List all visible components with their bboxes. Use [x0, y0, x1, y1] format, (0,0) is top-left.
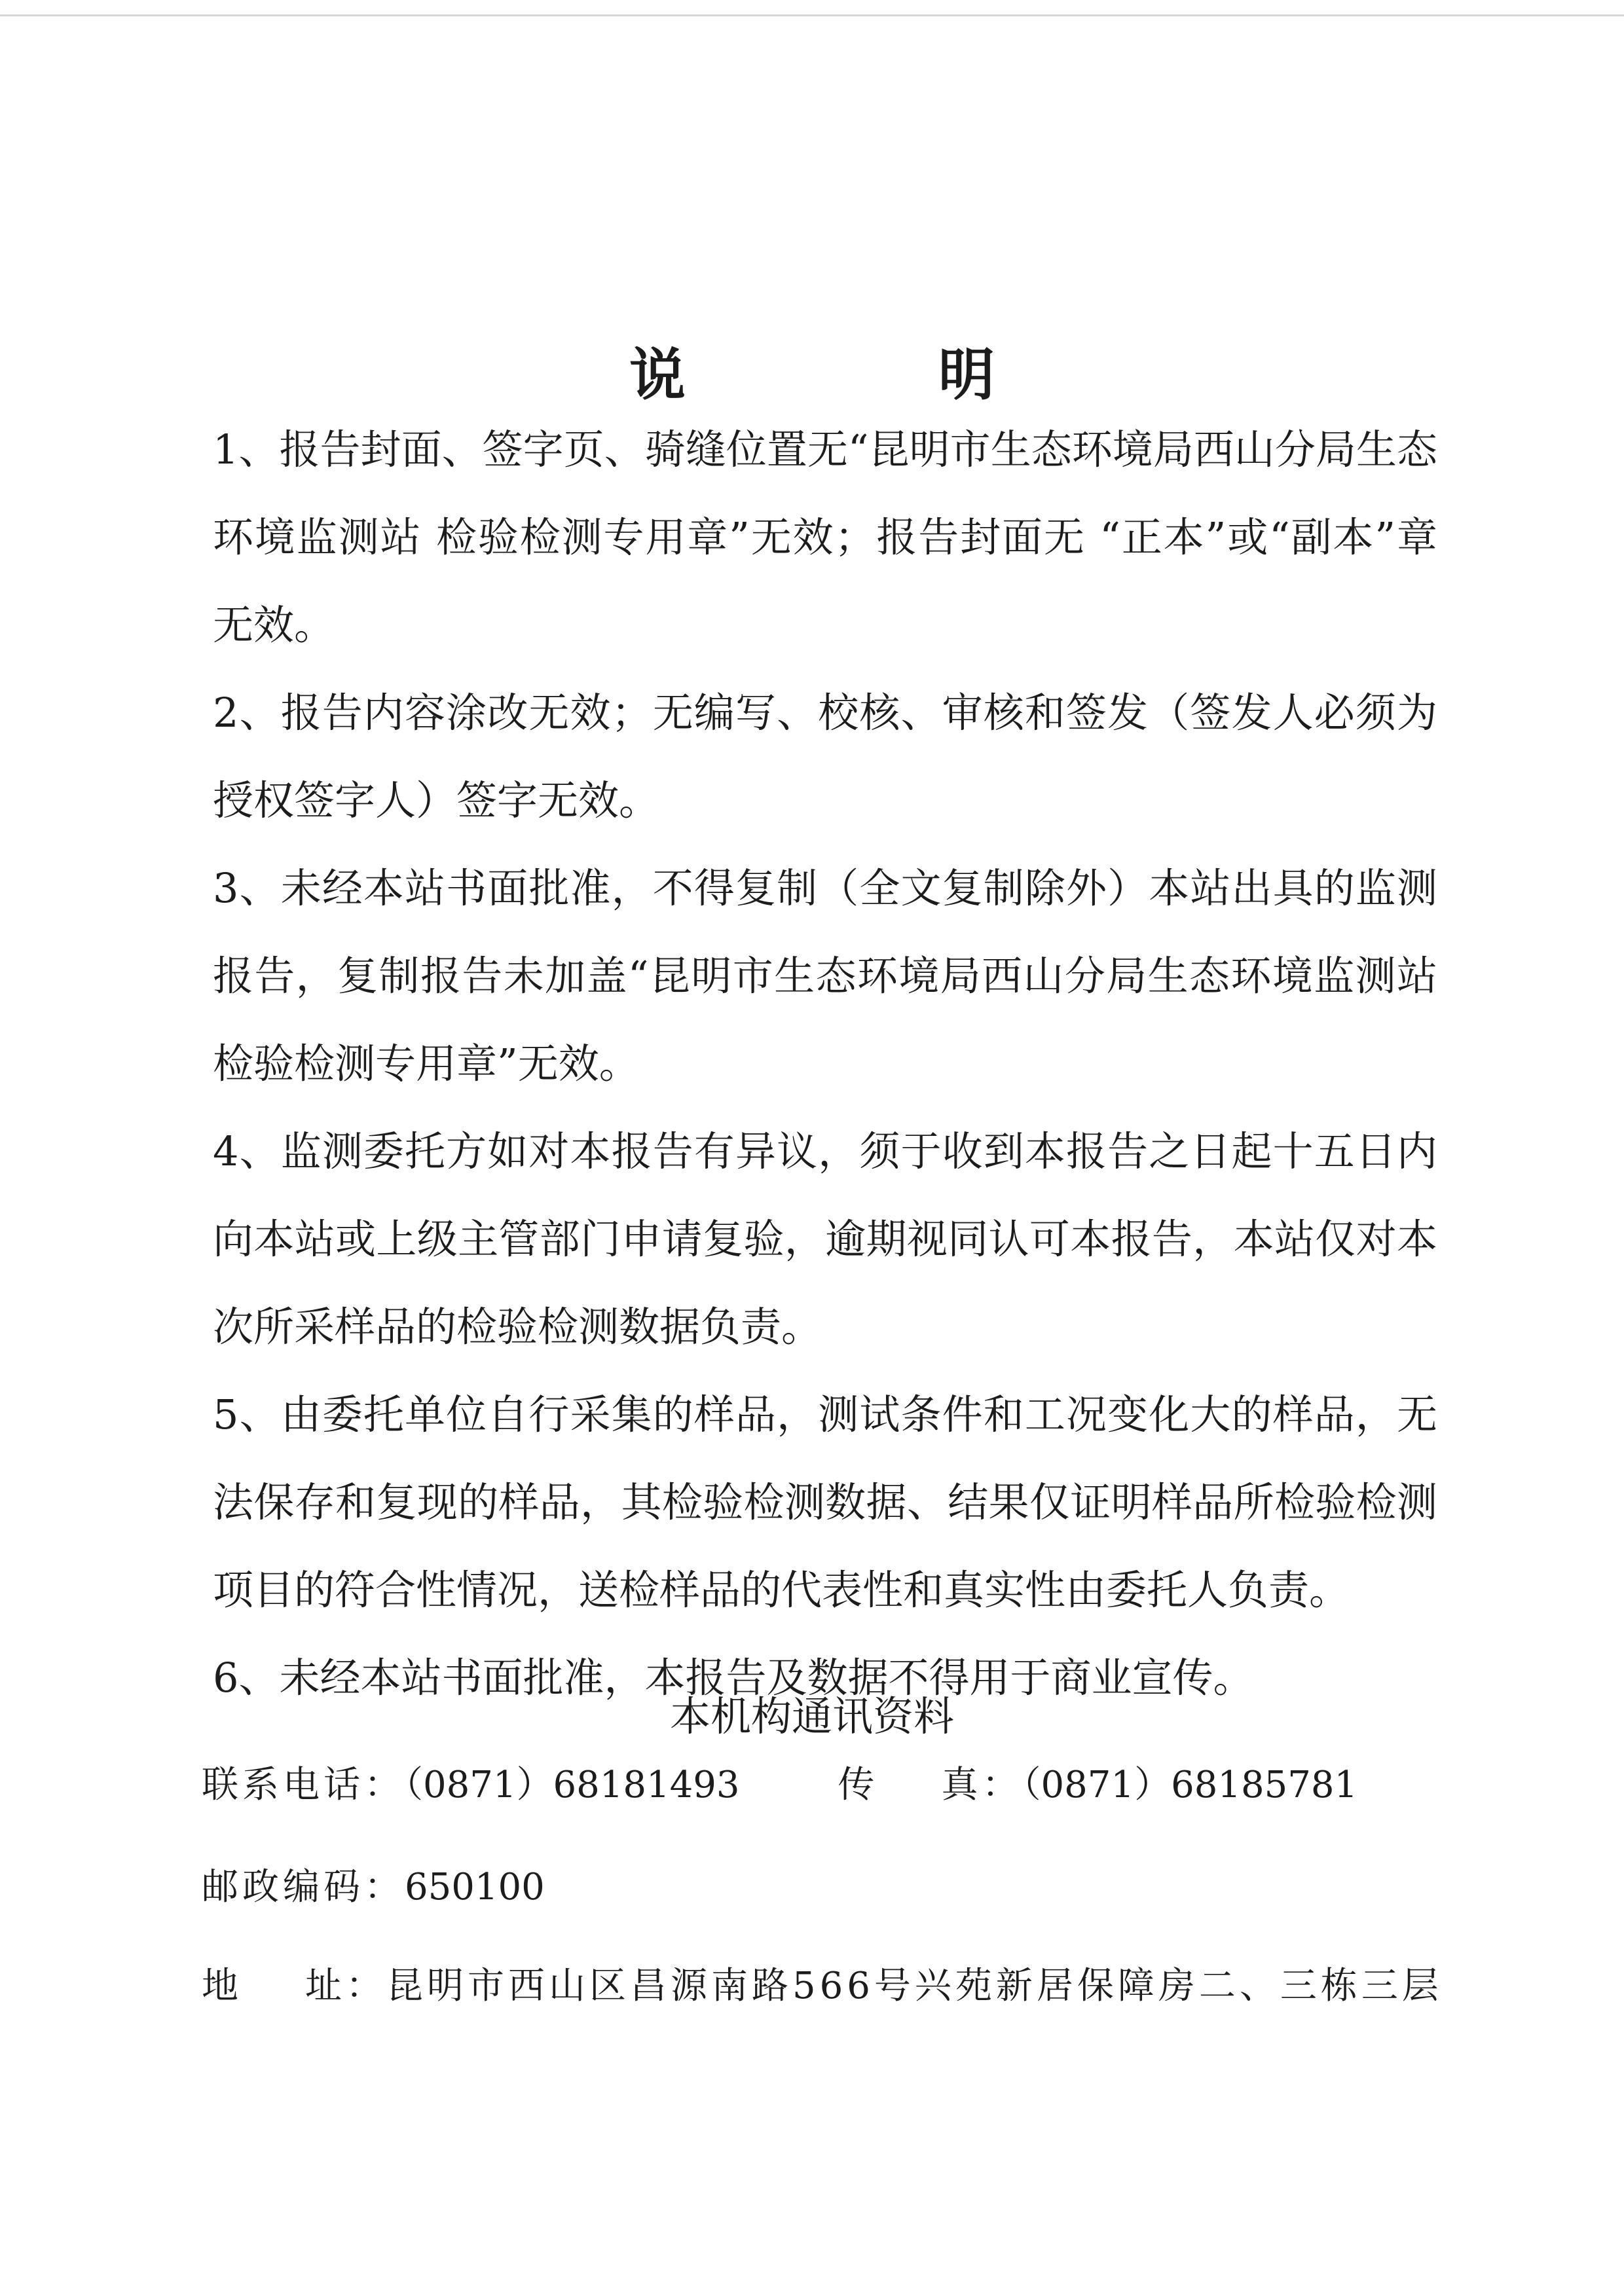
note-item: 6、未经本站书面批准，本报告及数据不得用于商业宣传。 [213, 1654, 1254, 1702]
note-item: 4、监测委托方如对本报告有异议，须于收到本报告之日起十五日内向本站或上级主管部门申请复验，逾期视同认可本报告，本站仅对本次所采样品的检验检测数据负责。 [213, 1127, 1437, 1351]
contact-heading: 本机构通讯资料 [669, 1692, 954, 1740]
contact-postcode-row [202, 1861, 545, 1914]
postcode-value: 650100 [405, 1866, 545, 1908]
note-item: 3、未经本站书面批准，不得复制（全文复制除外）本站出具的监测报告，复制报告未加盖“昆明市生态环境局西山分局生态环境监测站 检验检测专用章”无效。 [213, 864, 1437, 1087]
address-value: 昆明市西山区昌源南路566号兴苑新居保障房二、三栋三层 [386, 1965, 1443, 2007]
phone-value: （0871）68181493 [405, 1764, 740, 1806]
note-item: 1、报告封面、签字页、骑缝位置无“昆明市生态环境局西山分局生态环境监测站 检验检测专用章”无效；报告封面无 “正本”或“副本”章无效。 [213, 426, 1437, 649]
postcode-label: 邮政编码： [202, 1866, 405, 1908]
address-label-second: 址： [305, 1965, 386, 2007]
fax-value: （0871）68185781 [1022, 1764, 1358, 1806]
fax-label-second: 真： [941, 1764, 1023, 1806]
note-item: 2、报告内容涂改无效；无编写、校核、审核和签发（签发人必须为授权签字人）签字无效。 [213, 689, 1437, 824]
fax-label-first: 传 [838, 1764, 879, 1806]
note-item: 5、由委托单位自行采集的样品，测试条件和工况变化大的样品，无法保存和复现的样品，其检验检测数据、结果仅证明样品所检验检测项目的符合性情况，送检样品的代表性和真实性由委托人负责。 [213, 1391, 1437, 1614]
contact-phone-fax-row [202, 1759, 1357, 1812]
address-label-first: 地 [202, 1965, 242, 2007]
scan-edge-line [0, 14, 1624, 16]
notes-list [213, 406, 1437, 1722]
page-title: 说 明 [629, 342, 1093, 408]
phone-label: 联系电话： [202, 1764, 405, 1806]
contact-address-row [202, 1960, 1443, 2013]
